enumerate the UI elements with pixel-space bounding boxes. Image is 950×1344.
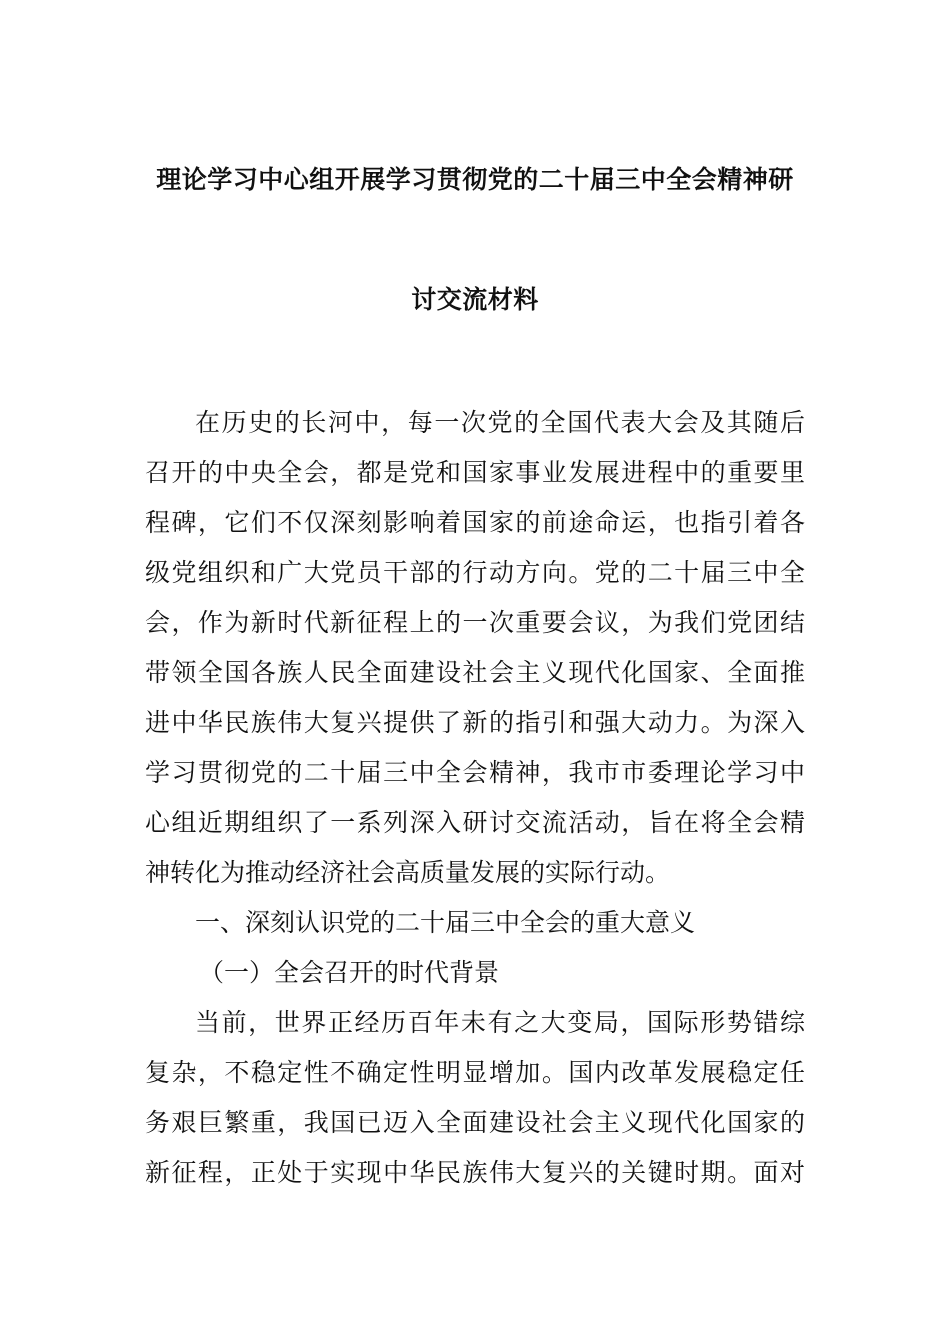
paragraph-line: 心组近期组织了一系列深入研讨交流活动，旨在将全会精 xyxy=(145,808,805,837)
paragraph-line: 当前，世界正经历百年未有之大变局，国际形势错综 xyxy=(195,1008,805,1037)
document-title-line-2: 讨交流材料 xyxy=(411,285,539,314)
section-heading-text: 一、深刻认识党的二十届三中全会的重大意义 xyxy=(195,908,696,937)
subsection-heading-text: （一）全会召开的时代背景 xyxy=(199,958,500,987)
intro-paragraph xyxy=(145,398,805,898)
paragraph-line: 程碑，它们不仅深刻影响着国家的前途命运，也指引着各 xyxy=(145,508,805,537)
paragraph-line: 级党组织和广大党员干部的行动方向。党的二十届三中全 xyxy=(145,558,805,587)
document-title-line-1: 理论学习中心组开展学习贯彻党的二十届三中全会精神研 xyxy=(156,165,794,194)
subsection-heading xyxy=(145,948,805,998)
background-paragraph xyxy=(145,998,805,1198)
section-heading xyxy=(145,898,805,948)
paragraph-line: 务艰巨繁重，我国已迈入全面建设社会主义现代化国家的 xyxy=(145,1108,805,1137)
paragraph-line: 复杂，不稳定性不确定性明显增加。国内改革发展稳定任 xyxy=(145,1058,805,1087)
paragraph-line: 进中华民族伟大复兴提供了新的指引和强大动力。为深入 xyxy=(145,708,805,737)
paragraph-line: 召开的中央全会，都是党和国家事业发展进程中的重要里 xyxy=(145,458,805,487)
paragraph-line: 学习贯彻党的二十届三中全会精神，我市市委理论学习中 xyxy=(145,758,805,787)
paragraph-line: 带领全国各族人民全面建设社会主义现代化国家、全面推 xyxy=(145,658,805,687)
paragraph-line: 在历史的长河中，每一次党的全国代表大会及其随后 xyxy=(195,408,805,437)
paragraph-line: 会，作为新时代新征程上的一次重要会议，为我们党团结 xyxy=(145,608,805,637)
paragraph-line: 新征程，正处于实现中华民族伟大复兴的关键时期。面对 xyxy=(145,1158,805,1187)
paragraph-line: 神转化为推动经济社会高质量发展的实际行动。 xyxy=(145,858,671,887)
